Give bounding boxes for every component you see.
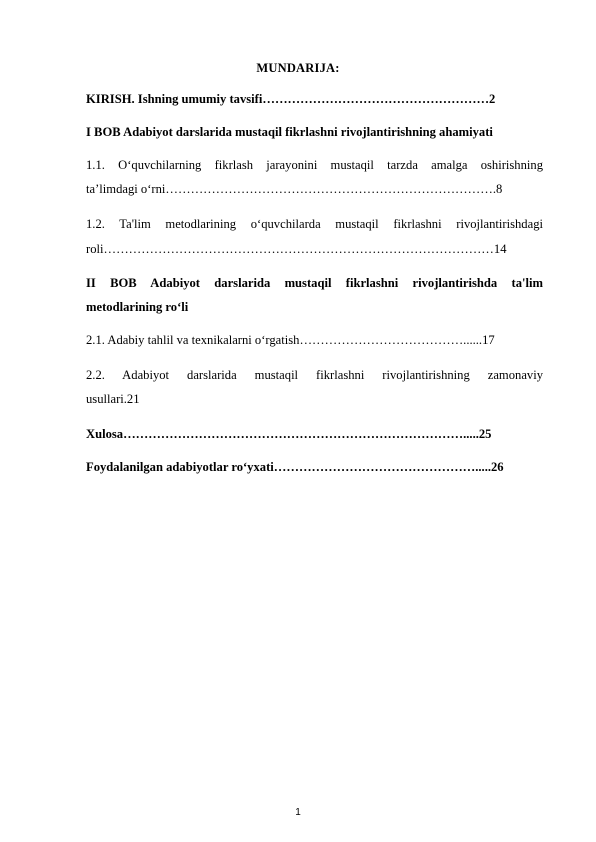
toc-entry-2-2-line-2: usullari.21: [86, 392, 140, 406]
toc-title: MUNDARIJA:: [256, 61, 340, 75]
toc-entry-xulosa: Xulosa……………………………………………………………………….....25: [86, 427, 492, 441]
toc-entry-1-1-line-2: ta’limdagi o‘rni…………………………………………………………………….8: [86, 182, 503, 196]
toc-entry-1-2-line-2: roli…………………………………………………………………………………14: [86, 242, 507, 256]
toc-entry-1-1-line-1: 1.1. O‘quvchilarning fikrlash jarayonini mustaqil tarzda amalga oshirishning: [86, 158, 543, 172]
toc-entry-2-1: 2.1. Adabiy tahlil va texnikalarni o‘rgatish…………………………………......17: [86, 333, 495, 347]
toc-entry-chapter-1: I BOB Adabiyot darslarida mustaqil fikrlashni rivojlantirishning ahamiyati: [86, 125, 493, 139]
toc-entry-bibliography: Foydalanilgan adabiyotlar ro‘yxati………………………………………….....26: [86, 460, 504, 474]
toc-entry-chapter-2-line-2: metodlarining ro‘li: [86, 300, 189, 314]
toc-entry-1-2-line-1: 1.2. Ta'lim metodlarining o‘quvchilarda mustaqil fikrlashni rivojlantirishdagi: [86, 217, 543, 231]
toc-entry-chapter-2-line-1: II BOB Adabiyot darslarida mustaqil fikrlashni rivojlantirishda ta'lim: [86, 276, 543, 290]
toc-entry-kirish: KIRISH. Ishning umumiy tavsifi………………………………………………2: [86, 92, 496, 106]
page-number: 1: [295, 807, 301, 818]
toc-entry-2-2-line-1: 2.2. Adabiyot darslarida mustaqil fikrlashni rivojlantirishning zamonaviy: [86, 368, 543, 382]
